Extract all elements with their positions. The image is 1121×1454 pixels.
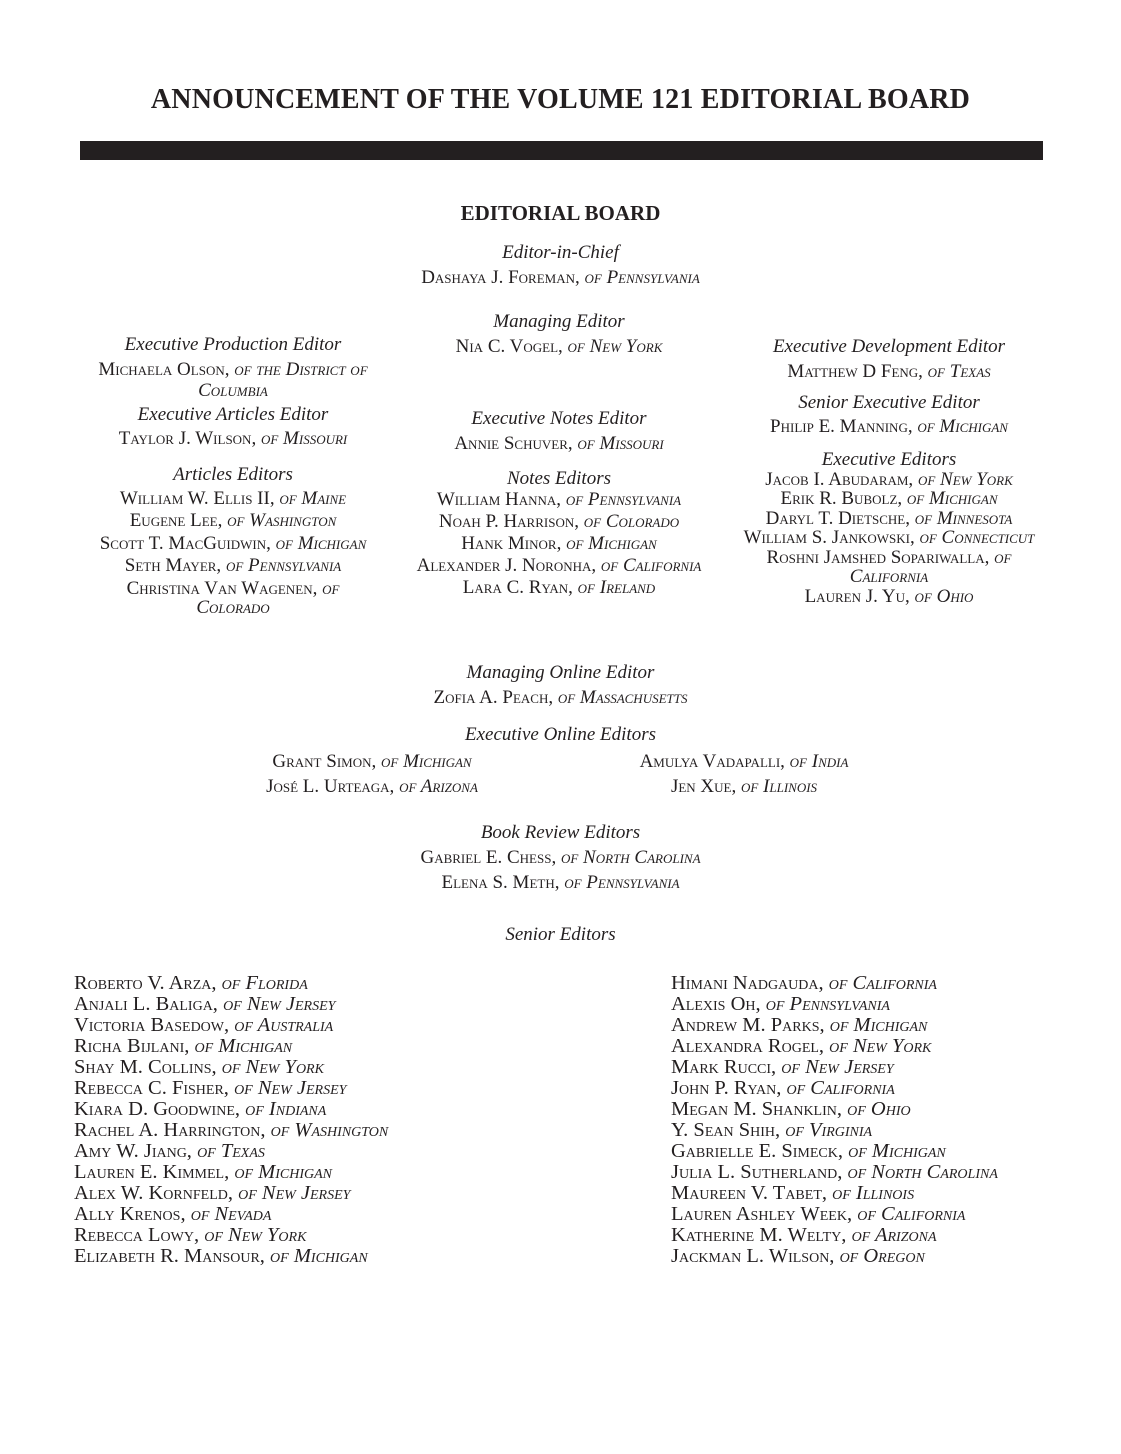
title-rule — [80, 141, 1043, 160]
member-origin: of Virginia — [785, 1119, 873, 1141]
member-origin: of New Jersey — [238, 1182, 351, 1204]
member-entry — [76, 428, 390, 449]
member-origin: of Ohio — [914, 585, 974, 607]
member-origin: of Missouri — [577, 432, 664, 454]
list-item — [74, 1099, 388, 1120]
member-origin: of New Jersey — [234, 1077, 347, 1099]
member-origin: of Minnesota — [914, 507, 1013, 529]
member-origin: of New York — [917, 468, 1013, 490]
member-name: Himani Nadgauda, — [671, 972, 824, 994]
member-name: Rebecca Lowy, — [74, 1224, 200, 1246]
member-origin: of Texas — [927, 360, 991, 382]
notes-editors-list — [398, 489, 720, 598]
member-entry — [400, 336, 718, 357]
member-origin: of Michigan — [906, 488, 998, 509]
member-name: Ally Krenos, — [74, 1203, 186, 1225]
role-label: Book Review Editors — [480, 822, 641, 843]
member-origin: of Indiana — [245, 1098, 327, 1120]
member-origin: of Connecticut — [919, 527, 1035, 548]
member-entry — [76, 489, 390, 509]
member-name: Lara C. Ryan, — [462, 577, 573, 598]
articles-editors-list — [76, 489, 390, 618]
member-entry — [398, 555, 720, 576]
role-label: Managing Online Editor — [466, 662, 655, 683]
member-name: José L. Urteaga, — [266, 776, 395, 797]
member-entry — [736, 587, 1042, 607]
list-item — [74, 1036, 388, 1057]
senior-editors-left-list — [74, 973, 388, 1267]
member-origin: of Pennsylvania — [565, 489, 682, 510]
member-name: Gabrielle E. Simeck, — [671, 1140, 843, 1162]
list-item — [671, 1099, 998, 1120]
list-item — [74, 1246, 388, 1267]
member-entry — [736, 489, 1042, 509]
member-name: Alexis Oh, — [671, 993, 761, 1015]
executive-online-left — [222, 751, 522, 797]
member-origin-continued: Columbia — [198, 379, 268, 401]
member-entry — [0, 847, 1121, 868]
member-entry — [76, 511, 390, 531]
list-item — [74, 994, 388, 1015]
member-name: Julia L. Sutherland, — [671, 1161, 843, 1183]
member-name: Eugene Lee, — [129, 510, 223, 531]
member-name: Noah P. Harrison, — [438, 511, 579, 532]
member-name: Shay M. Collins, — [74, 1056, 217, 1078]
member-name: William S. Jankowski, — [743, 527, 915, 548]
member-entry — [594, 776, 894, 797]
member-origin: of Pennsylvania — [584, 266, 700, 288]
member-name: Rachel A. Harrington, — [74, 1119, 266, 1141]
role-label: Notes Editors — [507, 467, 611, 489]
member-entry — [736, 548, 1042, 568]
member-origin: of Ireland — [577, 577, 656, 598]
member-name: Philip E. Manning, — [770, 416, 913, 437]
member-origin: of New York — [829, 1035, 932, 1057]
list-item — [74, 1225, 388, 1246]
role-label: Executive Editors — [821, 449, 957, 470]
member-name: Anjali L. Baliga, — [74, 993, 218, 1015]
member-origin: of Michigan — [275, 532, 367, 554]
list-item — [671, 1225, 998, 1246]
member-entry — [398, 533, 720, 554]
member-origin: of Arizona — [851, 1224, 937, 1246]
member-name: Amy W. Jiang, — [74, 1140, 192, 1162]
member-name: Y. Sean Shih, — [671, 1119, 781, 1141]
member-origin: of Michigan — [917, 416, 1008, 437]
list-item — [671, 1204, 998, 1225]
executive-online-right — [594, 751, 894, 797]
member-name: Nia C. Vogel, — [455, 335, 563, 357]
member-name: Mark Rucci, — [671, 1056, 777, 1078]
member-name: Grant Simon, — [272, 751, 377, 772]
member-origin: of Pennsylvania — [225, 555, 342, 576]
member-origin: of Oregon — [839, 1245, 925, 1267]
managing-editor-block — [400, 312, 718, 357]
role-label: Executive Articles Editor — [137, 403, 329, 425]
list-item — [74, 1015, 388, 1036]
member-origin: of Michigan — [566, 533, 657, 554]
member-origin: of Missouri — [260, 428, 348, 449]
book-review-block — [0, 823, 1121, 893]
member-entry — [76, 579, 390, 599]
member-entry — [222, 751, 522, 772]
list-item — [74, 1057, 388, 1078]
member-entry — [222, 776, 522, 797]
list-item — [74, 1183, 388, 1204]
member-name: William W. Ellis II, — [119, 487, 275, 509]
member-entry — [594, 751, 894, 772]
member-origin: of California — [828, 972, 937, 994]
senior-editors-right-list — [671, 973, 998, 1267]
senior-editors-heading — [0, 925, 1121, 945]
member-name: Megan M. Shanklin, — [671, 1098, 843, 1120]
member-entry — [736, 509, 1042, 529]
managing-online-block — [0, 663, 1121, 708]
member-name: Elena S. Meth, — [441, 871, 560, 893]
list-item — [74, 1141, 388, 1162]
executive-editors-list — [736, 470, 1042, 607]
member-entry — [76, 359, 390, 380]
member-name: Jacob I. Abudaram, — [765, 468, 914, 490]
member-entry — [76, 534, 390, 554]
member-origin: of Washington — [270, 1119, 389, 1141]
member-entry — [736, 470, 1042, 490]
list-item — [671, 973, 998, 994]
list-item — [671, 1057, 998, 1078]
member-name: Katherine M. Welty, — [671, 1224, 847, 1246]
left-column — [76, 335, 390, 618]
list-item — [74, 1204, 388, 1225]
member-origin: of New Jersey — [223, 993, 336, 1015]
member-entry — [398, 511, 720, 532]
member-origin: of Texas — [197, 1140, 265, 1162]
member-name: Victoria Basedow, — [74, 1014, 230, 1036]
list-item — [74, 1162, 388, 1183]
role-label: Executive Online Editors — [465, 724, 656, 745]
member-origin: of Illinois — [740, 776, 818, 797]
member-origin: of Ohio — [847, 1098, 911, 1120]
editor-in-chief-block — [0, 243, 1121, 288]
right-column — [736, 337, 1042, 606]
member-origin: of Massachusetts — [557, 686, 688, 708]
member-origin: of Michigan — [234, 1161, 332, 1183]
member-origin-continued: California — [849, 566, 929, 587]
member-name: Roshni Jamshed Sopariwalla, — [766, 546, 990, 568]
member-origin: of California — [600, 555, 702, 576]
member-origin: of Arizona — [399, 776, 478, 797]
member-name: Annie Schuver, — [454, 432, 573, 454]
list-item — [74, 1120, 388, 1141]
member-name: Roberto V. Arza, — [74, 972, 217, 994]
member-name: Seth Mayer, — [124, 555, 222, 576]
role-label: Executive Production Editor — [124, 334, 342, 355]
member-origin: of California — [857, 1203, 966, 1225]
member-origin: of California — [786, 1077, 895, 1099]
member-name: Jackman L. Wilson, — [671, 1245, 835, 1267]
member-name: Lauren Ashley Week, — [671, 1203, 853, 1225]
member-name: Dashaya J. Foreman, — [421, 266, 580, 288]
member-name: Elizabeth R. Mansour, — [74, 1245, 265, 1267]
member-entry — [736, 416, 1042, 437]
list-item — [671, 994, 998, 1015]
member-entry — [0, 687, 1121, 708]
member-entry — [398, 577, 720, 598]
member-origin: of Michigan — [380, 751, 472, 772]
member-name: William Hanna, — [436, 489, 562, 510]
executive-online-heading — [0, 725, 1121, 745]
member-name: Zofia A. Peach, — [433, 686, 554, 708]
member-name: Amulya Vadapalli, — [639, 751, 785, 772]
member-origin: of Michigan — [194, 1035, 293, 1057]
list-item — [74, 1078, 388, 1099]
member-name: Kiara D. Goodwine, — [74, 1098, 241, 1120]
member-origin: of Pennsylvania — [765, 993, 890, 1015]
member-origin-continued: Colorado — [196, 597, 270, 618]
member-entry — [398, 489, 720, 510]
member-origin: of Australia — [234, 1014, 334, 1036]
role-label: Senior Executive Editor — [798, 391, 980, 413]
role-label: Executive Notes Editor — [471, 408, 647, 429]
member-origin: of Illinois — [832, 1182, 915, 1204]
member-name: Taylor J. Wilson, — [118, 428, 257, 449]
member-entry — [736, 528, 1042, 548]
member-origin: of New York — [221, 1056, 324, 1078]
member-name: Hank Minor, — [461, 533, 562, 554]
member-origin: of New Jersey — [781, 1056, 894, 1078]
member-entry — [398, 433, 720, 454]
middle-column — [398, 409, 720, 598]
member-name: Matthew D Feng, — [787, 360, 923, 382]
member-origin: of Florida — [221, 972, 308, 994]
member-name: Christina Van Wagenen, — [126, 577, 318, 599]
member-name: Alex W. Kornfeld, — [74, 1182, 233, 1204]
role-label: Managing Editor — [493, 311, 625, 332]
role-label: Editor-in-Chief — [502, 242, 619, 263]
member-name: Richa Bijlani, — [74, 1035, 190, 1057]
list-item — [74, 973, 388, 994]
list-item — [671, 1078, 998, 1099]
member-origin: of the District of — [234, 358, 368, 380]
member-origin: of Washington — [227, 510, 337, 531]
member-name: John P. Ryan, — [671, 1077, 782, 1099]
role-label: Senior Editors — [505, 924, 616, 945]
member-origin: of — [322, 577, 340, 599]
member-name: Michaela Olson, — [98, 358, 230, 380]
board-heading: EDITORIAL BOARD — [460, 201, 661, 225]
member-entry — [76, 556, 390, 576]
member-entry — [0, 267, 1121, 288]
member-name: Andrew M. Parks, — [671, 1014, 825, 1036]
list-item — [671, 1036, 998, 1057]
list-item — [671, 1015, 998, 1036]
member-origin: of North Carolina — [847, 1161, 998, 1183]
member-entry — [0, 872, 1121, 893]
member-origin: of New York — [204, 1224, 307, 1246]
member-origin: of Michigan — [848, 1140, 946, 1162]
member-origin: of — [994, 546, 1012, 568]
member-name: Maureen V. Tabet, — [671, 1182, 827, 1204]
member-entry — [736, 361, 1042, 382]
member-origin: of Colorado — [583, 511, 680, 532]
member-origin: of Michigan — [829, 1014, 928, 1036]
member-name: Rebecca C. Fisher, — [74, 1077, 229, 1099]
member-origin: of North Carolina — [560, 846, 701, 868]
member-name: Scott T. MacGuidwin, — [99, 532, 271, 554]
member-name: Gabriel E. Chess, — [420, 846, 557, 868]
member-name: Alexandra Rogel, — [671, 1035, 825, 1057]
member-origin: of Nevada — [190, 1203, 272, 1225]
member-name: Erik R. Bubolz, — [780, 488, 903, 509]
list-item — [671, 1120, 998, 1141]
role-label: Executive Development Editor — [772, 336, 1006, 357]
member-name: Jen Xue, — [670, 776, 737, 797]
member-name: Lauren J. Yu, — [804, 585, 910, 607]
member-origin: of Pennsylvania — [564, 871, 680, 893]
member-name: Lauren E. Kimmel, — [74, 1161, 230, 1183]
member-origin: of Michigan — [270, 1245, 368, 1267]
member-origin: of India — [789, 751, 849, 772]
member-origin: of Maine — [279, 487, 347, 509]
list-item — [671, 1183, 998, 1204]
list-item — [671, 1246, 998, 1267]
list-item — [671, 1162, 998, 1183]
list-item — [671, 1141, 998, 1162]
member-origin: of New York — [567, 335, 663, 357]
member-name: Daryl T. Dietsche, — [765, 507, 911, 529]
page-title: ANNOUNCEMENT OF THE VOLUME 121 EDITORIAL BOARD — [150, 84, 971, 115]
role-label: Articles Editors — [173, 464, 293, 485]
member-name: Alexander J. Noronha, — [416, 555, 597, 576]
